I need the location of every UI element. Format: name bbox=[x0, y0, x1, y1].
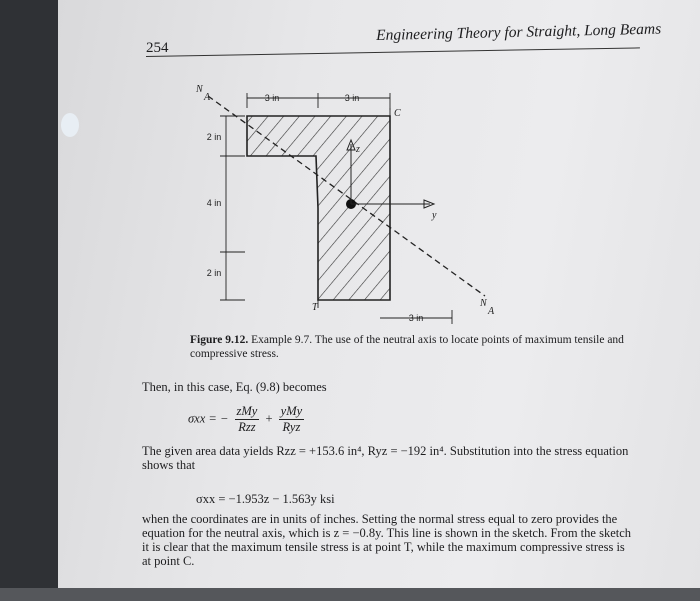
z-section-figure bbox=[190, 78, 510, 328]
dim-top-right: 3 in bbox=[344, 93, 360, 103]
eq1-num2: yMy bbox=[280, 404, 303, 418]
paragraph-2: The given area data yields Rzz = +153.6 in⁴, Ryz = −192 in⁴. Substitution into the stress equation shows that bbox=[142, 444, 629, 472]
eq1-den2: Ryz bbox=[282, 420, 301, 434]
na-label-bottom: N bbox=[480, 298, 487, 309]
caption-text: Example 9.7. The use of the neutral axis to locate points of maximum tensile and compressive stress. bbox=[190, 334, 624, 360]
point-t-label: T bbox=[312, 302, 318, 313]
y-axis-label: y bbox=[432, 210, 437, 221]
dim-left-3: 2 in bbox=[206, 268, 222, 278]
stress-equation: σxx = −1.953z − 1.563y ksi bbox=[196, 492, 335, 506]
eq1-plus: + bbox=[265, 411, 273, 426]
paragraph-1: Then, in this case, Eq. (9.8) becomes bbox=[142, 380, 327, 394]
dim-left-2: 4 in bbox=[206, 198, 222, 208]
dim-left-1: 2 in bbox=[206, 132, 222, 142]
na-label-top: N bbox=[196, 84, 203, 95]
eq1-fraction-2 bbox=[279, 404, 305, 435]
paragraph-3: when the coordinates are in units of inches. Setting the normal stress equal to zero provides the equation for the neutral axis, which is z = −0.8y. This line is shown in the sketch. From the sketch it is clear that the maximum tensile stress is at point T, while the maximum compressive stress is at point C. bbox=[142, 512, 632, 568]
figure-caption bbox=[190, 333, 630, 361]
dim-top-left: 3 in bbox=[264, 93, 280, 103]
point-c-label: C bbox=[394, 108, 401, 119]
z-axis-label: z bbox=[356, 144, 360, 155]
na-label-top-a: A bbox=[204, 92, 211, 103]
page-number: 254 bbox=[146, 40, 169, 56]
caption-label: Figure 9.12. bbox=[190, 334, 249, 346]
dim-bottom: 3 in bbox=[408, 313, 424, 323]
na-label-bottom-a: A bbox=[488, 306, 495, 317]
eq1-num1: zMy bbox=[236, 404, 258, 418]
eq1-lhs: σxx = − bbox=[188, 411, 229, 426]
running-head: Engineering Theory for Straight, Long Beams bbox=[376, 20, 662, 44]
eq1-den1: Rzz bbox=[238, 420, 256, 434]
equation-9-8 bbox=[188, 404, 307, 435]
eq1-fraction-1 bbox=[235, 404, 260, 435]
cross-section-shape bbox=[247, 116, 390, 300]
